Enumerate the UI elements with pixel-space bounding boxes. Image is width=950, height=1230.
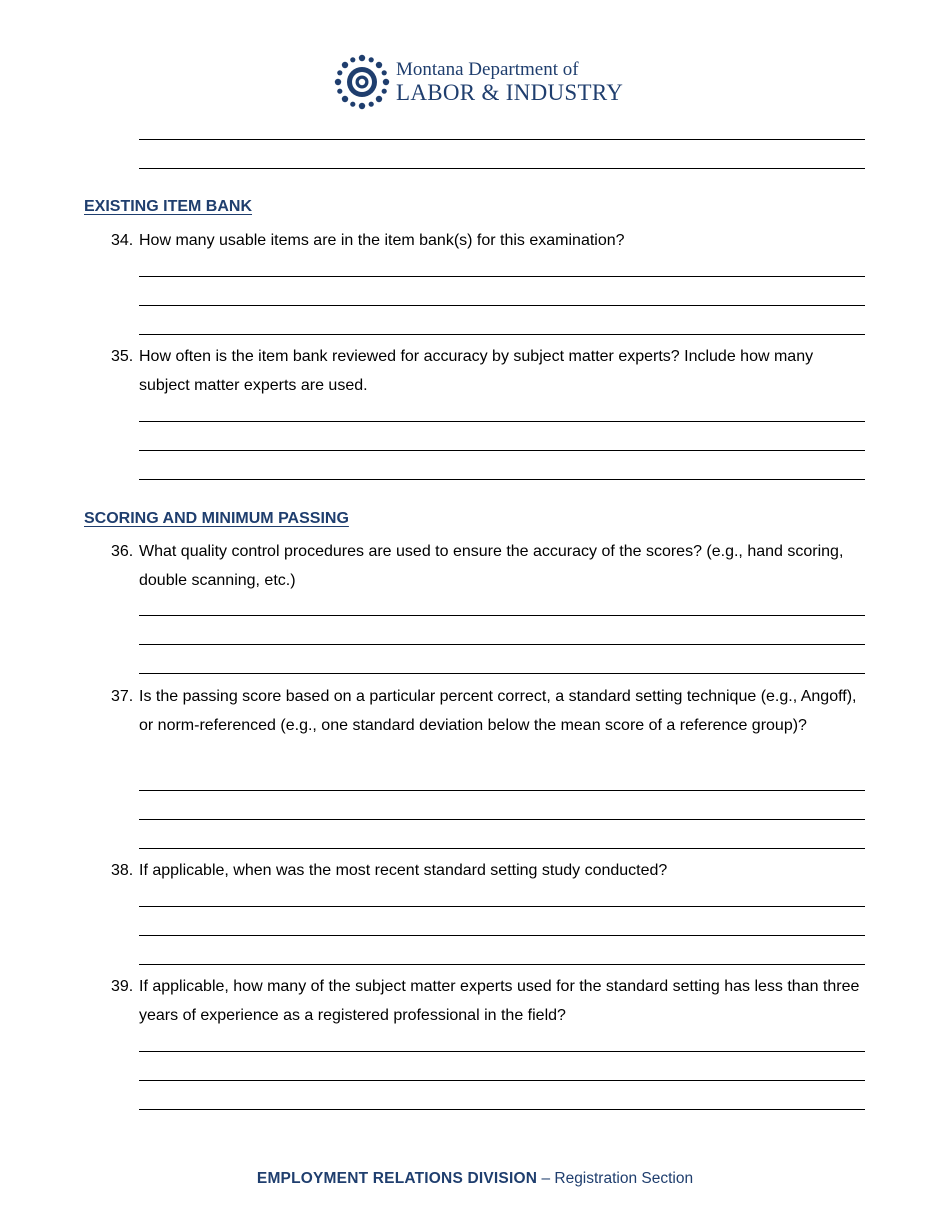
question-text-35: How often is the item bank reviewed for accuracy by subject matter experts? Include how many subject matter experts are used.: [139, 348, 814, 394]
section-title-existing-item-bank: EXISTING ITEM BANK: [84, 198, 253, 215]
section-title-scoring: SCORING AND MINIMUM PASSING: [84, 510, 349, 527]
answer-line[interactable]: [139, 848, 865, 849]
answer-line[interactable]: [139, 334, 865, 335]
question-text-37: Is the passing score based on a particular percent correct, a standard setting technique (e.g., Angoff), or norm-referenced (e.g., one standard deviation below the mean score of a reference group)?: [139, 688, 857, 734]
answer-line[interactable]: [139, 615, 865, 616]
question-number-38: 38.: [111, 862, 134, 879]
answer-line[interactable]: [139, 819, 865, 820]
answer-line[interactable]: [139, 1080, 865, 1081]
question-text-39: If applicable, how many of the subject matter experts used for the standard setting has less than three years of experience as a registered professional in the field?: [139, 978, 860, 1024]
question-number-39: 39.: [111, 978, 134, 995]
question-text-38: If applicable, when was the most recent standard setting study conducted?: [139, 862, 668, 879]
answer-line[interactable]: [139, 168, 865, 169]
answer-line[interactable]: [139, 276, 865, 277]
question-number-35: 35.: [111, 348, 134, 365]
footer-section: Registration Section: [554, 1170, 694, 1187]
gear-sun-icon: [334, 54, 390, 110]
answer-line[interactable]: [139, 644, 865, 645]
answer-line[interactable]: [139, 790, 865, 791]
answer-line[interactable]: [139, 450, 865, 451]
logo-line2: LABOR & INDUSTRY: [396, 80, 624, 105]
question-number-37: 37.: [111, 688, 134, 705]
footer-division: EMPLOYMENT RELATIONS DIVISION: [256, 1170, 538, 1187]
answer-line[interactable]: [139, 305, 865, 306]
answer-line[interactable]: [139, 421, 865, 422]
answer-line[interactable]: [139, 906, 865, 907]
question-number-34: 34.: [111, 232, 134, 249]
answer-line[interactable]: [139, 479, 865, 480]
answer-line[interactable]: [139, 673, 865, 674]
question-text-34: How many usable items are in the item bank(s) for this examination?: [139, 232, 625, 249]
question-text-36: What quality control procedures are used to ensure the accuracy of the scores? (e.g., hand scoring, double scanning, etc.): [139, 543, 844, 589]
header-logo: [334, 54, 623, 110]
answer-line[interactable]: [139, 964, 865, 965]
footer: [0, 1170, 950, 1188]
footer-separator: –: [537, 1170, 555, 1187]
answer-line[interactable]: [139, 139, 865, 140]
answer-line[interactable]: [139, 1109, 865, 1110]
logo-line1: Montana Department of: [396, 59, 579, 80]
question-number-36: 36.: [111, 543, 134, 560]
answer-line[interactable]: [139, 1051, 865, 1052]
answer-line[interactable]: [139, 935, 865, 936]
